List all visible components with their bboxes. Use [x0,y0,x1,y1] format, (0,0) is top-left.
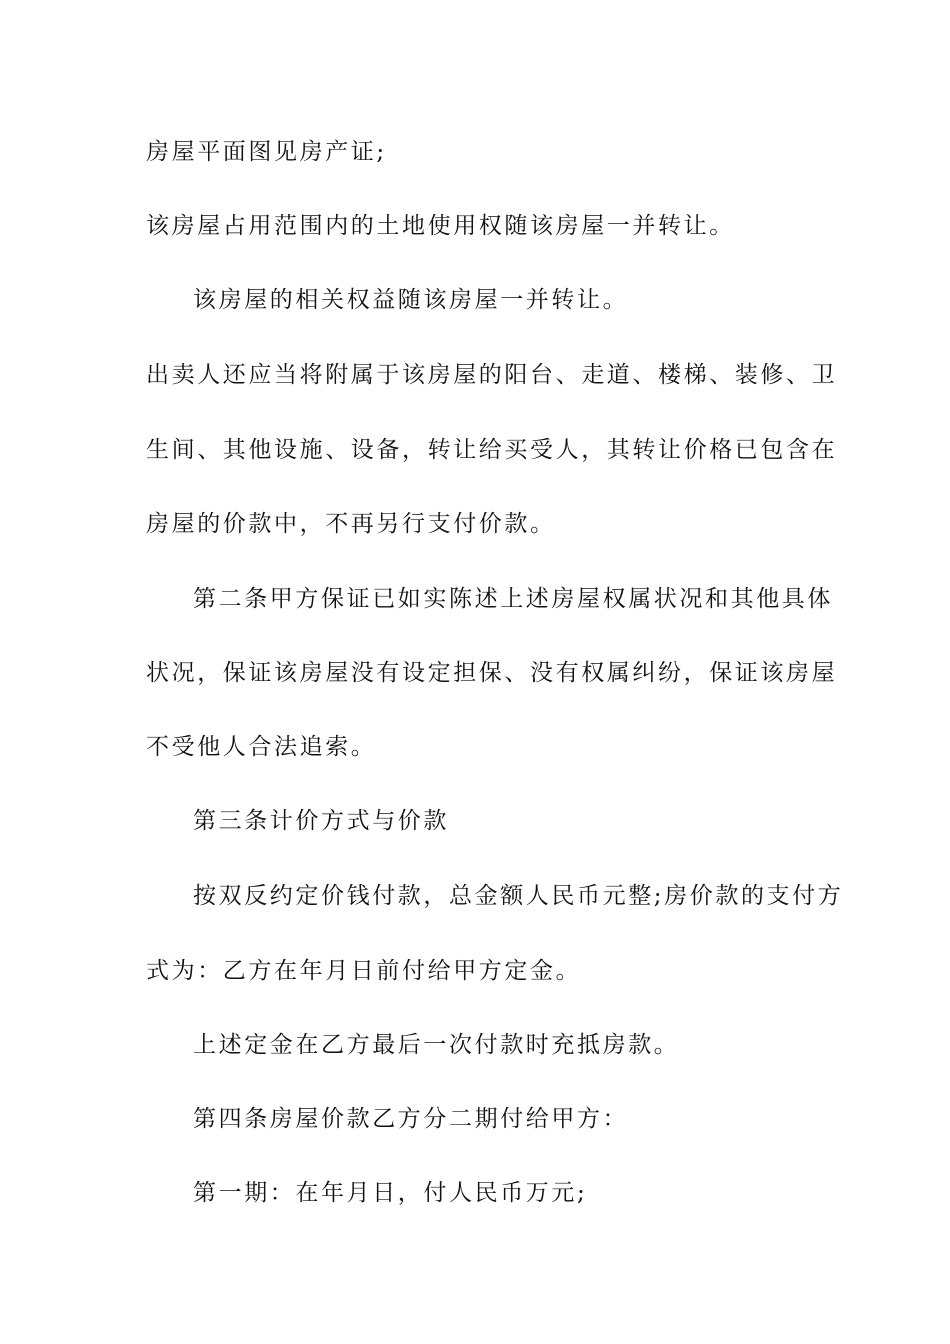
text-line-1: 房屋平面图见房产证; [146,139,387,165]
text-line-5: 生间、其他设施、设备，转让给买受人，其转让价格已包含在 [146,437,838,463]
text-line-14: 第四条房屋价款乙方分二期付给甲方： [193,1106,629,1132]
text-line-4: 出卖人还应当将附属于该房屋的阳台、走道、楼梯、装修、卫 [146,362,838,388]
text-line-8: 状况，保证该房屋没有设定担保、没有权属纠纷，保证该房屋 [146,660,838,686]
text-line-3: 该房屋的相关权益随该房屋一并转让。 [193,287,629,313]
text-line-10: 第三条计价方式与价款 [193,808,449,834]
text-line-6: 房屋的价款中，不再另行支付价款。 [146,511,556,537]
text-line-2: 该房屋占用范围内的土地使用权随该房屋一并转让。 [146,213,735,239]
text-line-15: 第一期：在年月日，付人民币万元; [193,1180,588,1206]
text-line-11: 按双反约定价钱付款，总金额人民币元整;房价款的支付方 [193,883,844,909]
text-line-7: 第二条甲方保证已如实陈述上述房屋权属状况和其他具体 [193,586,833,612]
text-line-13: 上述定金在乙方最后一次付款时充抵房款。 [193,1032,680,1058]
text-line-9: 不受他人合法追索。 [146,734,377,760]
text-line-12: 式为：乙方在年月日前付给甲方定金。 [146,958,582,984]
